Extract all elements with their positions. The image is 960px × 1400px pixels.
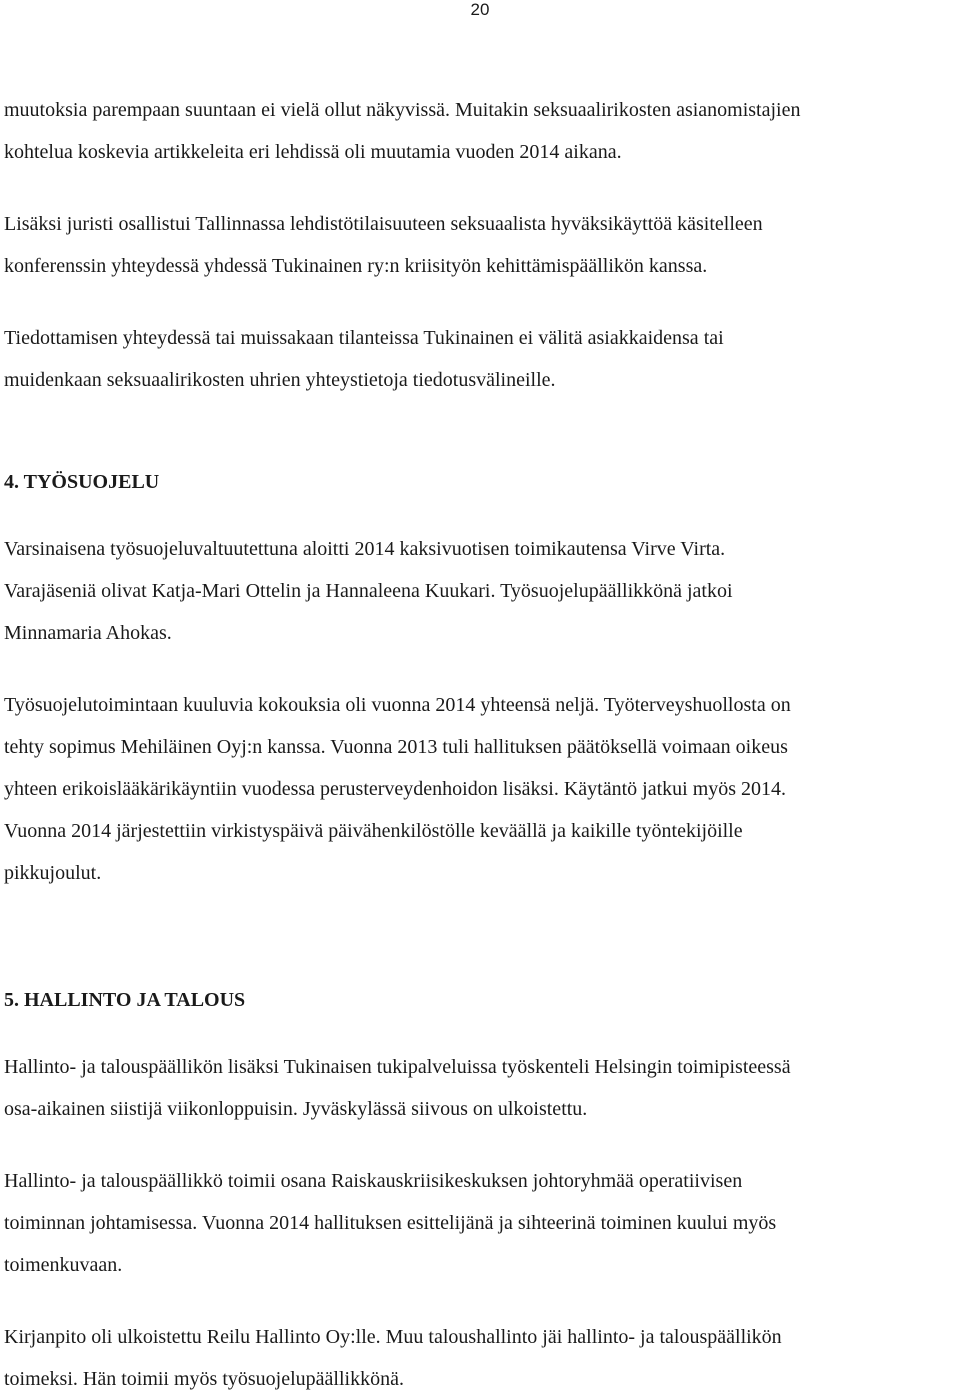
paragraph-tyosuojelu-2 [4,684,956,894]
text-line: muutoksia parempaan suuntaan ei vielä ollut näkyvissä. Muitakin seksuaalirikosten asianomistajien [4,99,801,121]
section-gap [4,894,956,979]
text-line: toimenkuvaan. [4,1254,123,1276]
text-line: Hallinto- ja talouspäällikkö toimii osana Raiskauskriisikeskuksen johtoryhmää operatiivisen [4,1170,743,1192]
paragraph-gap [4,173,956,203]
paragraph-gap [4,1130,956,1160]
page-number: 20 [470,0,490,19]
paragraph-intro-continuation [4,89,956,173]
text-line: kohtelua koskevia artikkeleita eri lehdissä oli muutamia vuoden 2014 aikana. [4,141,622,163]
document-body [4,89,956,1400]
text-line: konferenssin yhteydessä yhdessä Tukinainen ry:n kriisityön kehittämispäällikön kanssa. [4,255,708,277]
section-heading-tyosuojelu: 4. TYÖSUOJELU [4,471,160,493]
section-heading-hallinto-ja-talous: 5. HALLINTO JA TALOUS [4,989,246,1011]
paragraph-hallinto-2 [4,1160,956,1286]
text-line: toiminnan johtamisessa. Vuonna 2014 hallituksen esittelijänä ja sihteerinä toiminen kuului myös [4,1212,777,1234]
text-line: osa-aikainen siistijä viikonloppuisin. Jyväskylässä siivous on ulkoistettu. [4,1098,588,1120]
text-line: Kirjanpito oli ulkoistettu Reilu Hallinto Oy:lle. Muu taloushallinto jäi hallinto- ja talouspäällikön [4,1326,782,1348]
text-line: Varsinaisena työsuojeluvaltuutettuna aloitti 2014 kaksivuotisen toimikautensa Virve Virta. [4,538,726,560]
text-line: Työsuojelutoimintaan kuuluvia kokouksia oli vuonna 2014 yhteensä neljä. Työterveyshuollosta on [4,694,791,716]
text-line: Lisäksi juristi osallistui Tallinnassa lehdistötilaisuuteen seksuaalista hyväksikäyttöä käsitelleen [4,213,763,235]
text-line: Tiedottamisen yhteydessä tai muissakaan tilanteissa Tukinainen ei välitä asiakkaidensa tai [4,327,724,349]
paragraph-gap [4,1021,956,1046]
paragraph-tallinn-conference [4,203,956,287]
paragraph-gap [4,654,956,684]
paragraph-media-privacy [4,317,956,401]
section-gap [4,401,956,461]
paragraph-hallinto-1 [4,1046,956,1130]
text-line: tehty sopimus Mehiläinen Oyj:n kanssa. Vuonna 2013 tuli hallituksen päätöksellä voimaan oikeus [4,736,788,758]
paragraph-tyosuojelu-1 [4,528,956,654]
text-line: Varajäseniä olivat Katja-Mari Ottelin ja Hannaleena Kuukari. Työsuojelupäällikkönä jatkoi [4,580,733,602]
paragraph-gap [4,503,956,528]
paragraph-gap [4,1286,956,1316]
text-line: Hallinto- ja talouspäällikön lisäksi Tukinaisen tukipalveluissa työskenteli Helsingin toimipisteessä [4,1056,791,1078]
text-line: toimeksi. Hän toimii myös työsuojelupäällikkönä. [4,1368,404,1390]
text-line: pikkujoulut. [4,862,102,884]
text-line: muidenkaan seksuaalirikosten uhrien yhteystietoja tiedotusvälineille. [4,369,556,391]
text-line: Vuonna 2014 järjestettiin virkistyspäivä päivähenkilöstölle keväällä ja kaikille työntekijöille [4,820,743,842]
text-line: yhteen erikoislääkärikäyntiin vuodessa perusterveydenhoidon lisäksi. Käytäntö jatkui myös 2014. [4,778,787,800]
text-line: Minnamaria Ahokas. [4,622,172,644]
paragraph-hallinto-3 [4,1316,956,1400]
paragraph-gap [4,287,956,317]
